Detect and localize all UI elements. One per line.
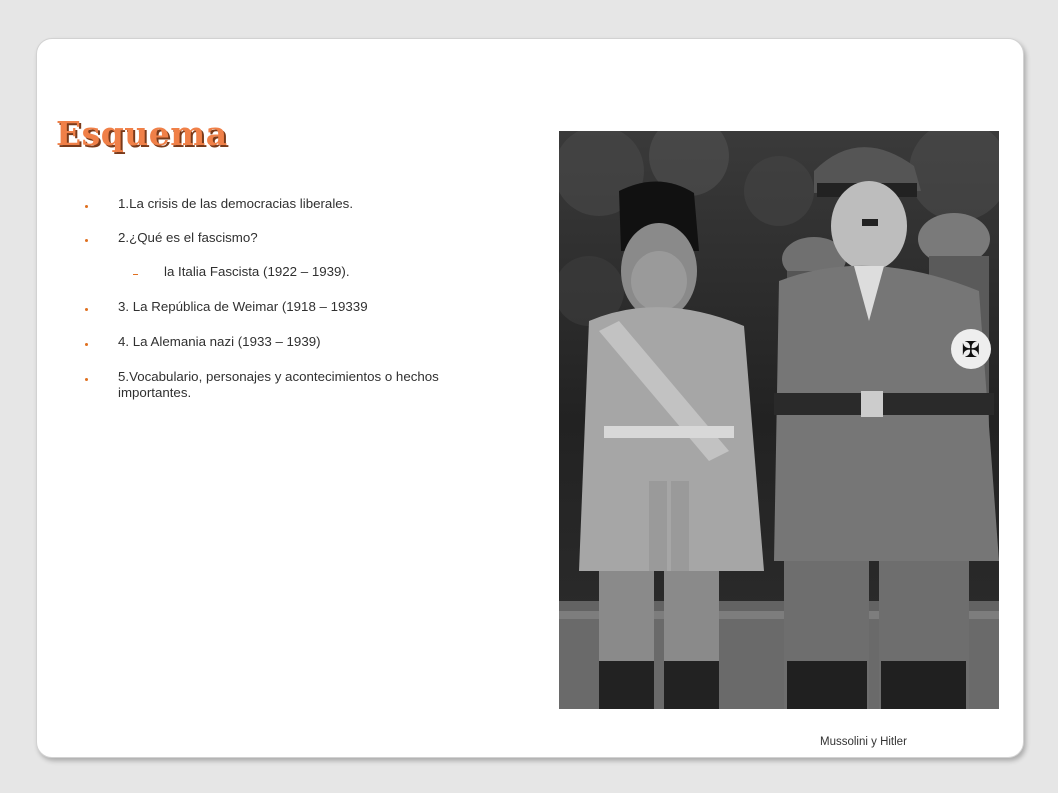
sub-bullet-dash-icon xyxy=(133,274,138,275)
photo-caption: Mussolini y Hitler xyxy=(820,736,907,748)
bullet-item xyxy=(84,299,484,315)
bullet-text: 3. La República de Weimar (1918 – 19339 xyxy=(118,299,368,314)
sub-bullet-text: la Italia Fascista (1922 – 1939). xyxy=(164,264,350,279)
bullet-text: 2.¿Qué es el fascismo? xyxy=(118,230,258,245)
bullet-item xyxy=(84,334,484,350)
bullet-item xyxy=(84,230,484,246)
bullet-dot-icon xyxy=(85,308,88,311)
bullet-text: 5.Vocabulario, personajes y acontecimientos o hechos importantes. xyxy=(118,369,439,400)
bullet-text: 1.La crisis de las democracias liberales. xyxy=(118,196,354,211)
bullet-dot-icon xyxy=(85,378,88,381)
bullet-dot-icon xyxy=(85,343,88,346)
slide-title: Esquema xyxy=(56,114,228,153)
sub-bullet-item xyxy=(84,264,484,280)
svg-text:✠: ✠ xyxy=(961,338,981,363)
bullet-dot-icon xyxy=(85,239,88,242)
bullet-dot-icon xyxy=(85,205,88,208)
bullet-text: 4. La Alemania nazi (1933 – 1939) xyxy=(118,334,321,349)
historical-photo xyxy=(559,131,999,709)
bullet-item xyxy=(84,369,484,401)
bullet-list xyxy=(84,196,484,401)
bullet-item xyxy=(84,196,484,212)
